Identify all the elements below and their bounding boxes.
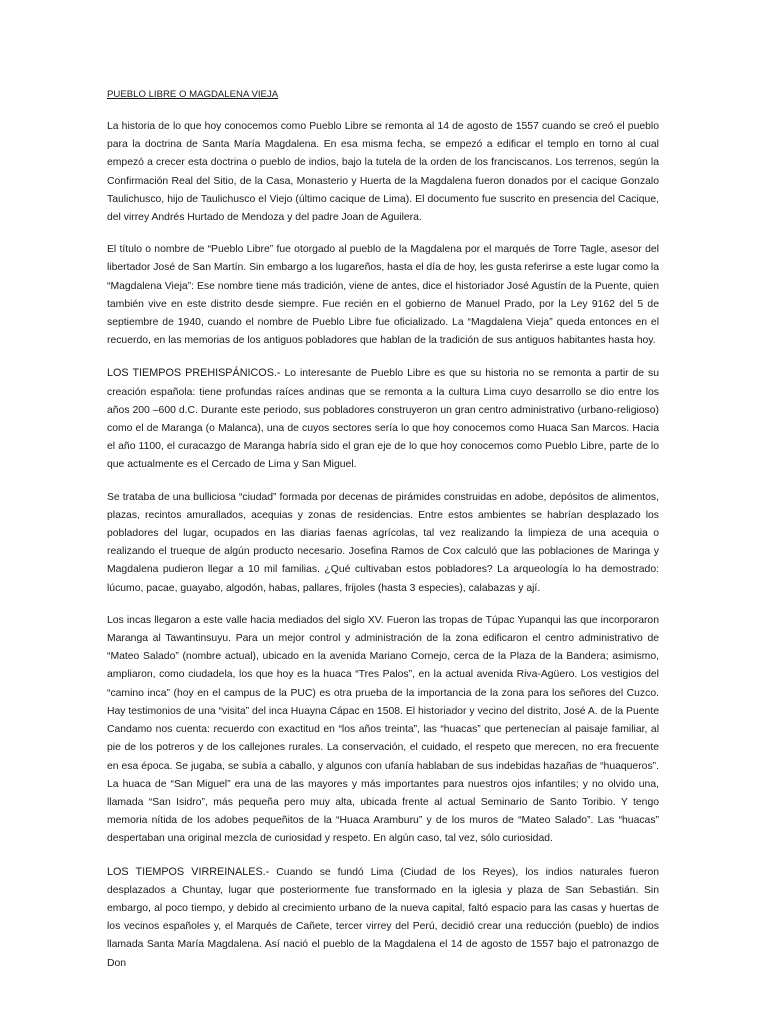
paragraph-incas — [107, 612, 659, 849]
paragraph-name-origin — [107, 241, 659, 350]
paragraph-text: Lo interesante de Pueblo Libre es que su historia no se remonta a partir de su creación española: tiene profundas raíces andinas que se remonta a la cultura Lima cuyo desarrollo se dio entre los años 200 –600 d.C. Durante este periodo, sus pobladores construyeron un gran centro administrativo (urbano-religioso) como el de Maranga (o Malanca), una de cuyos sectores sería lo que hoy conocemos como Huaca San Marcos. Hacia el año 1100, el curacazgo de Maranga habría sido el gran eje de lo que hoy conocemos como Pueblo Libre, parte de lo que actualmente es el Cercado de Lima y San Miguel. — [107, 368, 660, 471]
paragraph-text: El título o nombre de “Pueblo Libre” fue otorgado al pueblo de la Magdalena por el marqués de Torre Tagle, asesor del libertador José de San Martín. Sin embargo a los lugareños, hasta el día de hoy, les gusta referirse a este lugar como la “Magdalena Vieja”: Ese nombre tiene más tradición, viene de antes, dice el historiador José Agustín de la Puente, quien también vive en este distrito desde siempre. Fue recién en el gobierno de Manuel Prado, por la Ley 9162 del 5 de septiembre de 1940, cuando el nombre de Pueblo Libre fue oficializado. La “Magdalena Vieja” queda entonces en el recuerdo, en las memorias de los antiguos pobladores que hablan de la tradición de sus antiguos habitantes hasta hoy. — [107, 244, 659, 347]
document-title: PUEBLO LIBRE O MAGDALENA VIEJA — [107, 89, 279, 100]
paragraph-intro — [107, 118, 659, 227]
paragraph-prehispanic — [107, 364, 659, 474]
section-heading-virreinales: LOS TIEMPOS VIRREINALES.- — [107, 865, 270, 878]
paragraph-text: Se trataba de una bulliciosa “ciudad” formada por decenas de pirámides construidas en adobe, depósitos de alimentos, plazas, recintos amurallados, acequias y zonas de residencias. Entre estos ambientes se habrían desplazado los pobladores del lugar, ocupados en las diarias faenas agrícolas, tal vez realizando la limpieza de una acequia o realizando el trueque de algún producto necesario. Josefina Ramos de Cox calculó que las poblaciones de Maringa y Magdalena pudieron llegar a 10 mil familias. ¿Qué cultivaban estos pobladores? La arqueología lo ha demostrado: lúcumo, pacae, guayabo, algodón, habas, pallares, frijoles (hasta 3 especies), calabazas y ají. — [107, 491, 659, 594]
document-page — [107, 88, 659, 987]
paragraph-virreinales — [107, 863, 659, 973]
paragraph-text: Cuando se fundó Lima (Ciudad de los Reyes), los indios naturales fueron desplazados a Chuntay, lugar que posteriormente fue transformado en la iglesia y plaza de San Sebastián. Sin embargo, al poco tiempo, y debido al crecimiento urbano de la nueva capital, faltó espacio para las casas y huertas de los vecinos españoles y, el Marqués de Cañete, tercer virrey del Perú, decidió crear una reducción (pueblo) de indios llamada Santa María Magdalena. Así nació el pueblo de la Magdalena el 14 de agosto de 1557 bajo el patronazgo de Don — [107, 866, 660, 969]
section-heading-prehispanic: LOS TIEMPOS PREHISPÁNICOS.- — [107, 367, 281, 380]
paragraph-text: Los incas llegaron a este valle hacia mediados del siglo XV. Fueron las tropas de Túpac Yupanqui las que incorporaron Maranga al Tawantinsuyu. Para un mejor control y administración de la zona edificaron el centro administrativo de “Mateo Salado” (nombre actual), ubicado en la avenida Mariano Cornejo, cerca de la Plaza de la Bandera; asimismo, ampliaron, como ciudadela, los que hoy es la huaca “Tres Palos”, en la actual avenida Riva-Agüero. Los vestigios del “camino inca” (hoy en el campus de la PUC) es otra prueba de la importancia de la zona para los señores del Cuzco. Hay testimonios de una “visita” del inca Huayna Cápac en 1508. El historiador y vecino del distrito, José A. de la Puente Candamo nos cuenta: recuerdo con exactitud en “los años treinta”, las “huacas” que pertenecían al paisaje familiar, al pie de los potreros y de los callejones rurales. La conservación, el cuidado, el respeto que merecen, no era frecuente en esa época. Se jugaba, se subía a caballo, y algunos con ufanía hablaban de sus indebidas hazañas de “huaqueros”. La huaca de “San Miguel” era una de las mayores y más importantes para nuestros ojos infantiles; y no olvido una, llamada “San Isidro”, más pequeña pero muy alta, ubicada frente al actual Seminario de Santo Toribio. Y tengo memoria nítida de los adobes pequeñitos de la “Huaca Aramburu” y de los muros de “Mateo Salado”. Las “huacas” despertaban una original mezcla de curiosidad y respeto. En algún caso, tal vez, sólo curiosidad. — [107, 614, 659, 845]
paragraph-ciudad — [107, 489, 659, 598]
paragraph-text: La historia de lo que hoy conocemos como Pueblo Libre se remonta al 14 de agosto de 1557 cuando se creó el pueblo para la doctrina de Santa María Magdalena. En esa misma fecha, se empezó a edificar el templo en torno al cual empezó a crecer esta doctrina o pueblo de indios, bajo la tutela de la orden de los franciscanos. Los terrenos, según la Confirmación Real del Sitio, de la Casa, Monasterio y Huerta de la Magdalena fueron donados por el cacique Gonzalo Taulichusco, hijo de Taulichusco el Viejo (último cacique de Lima). El documento fue suscrito en presencia del Cacique, del virrey Andrés Hurtado de Mendoza y del padre Joan de Aguilera. — [107, 121, 659, 224]
